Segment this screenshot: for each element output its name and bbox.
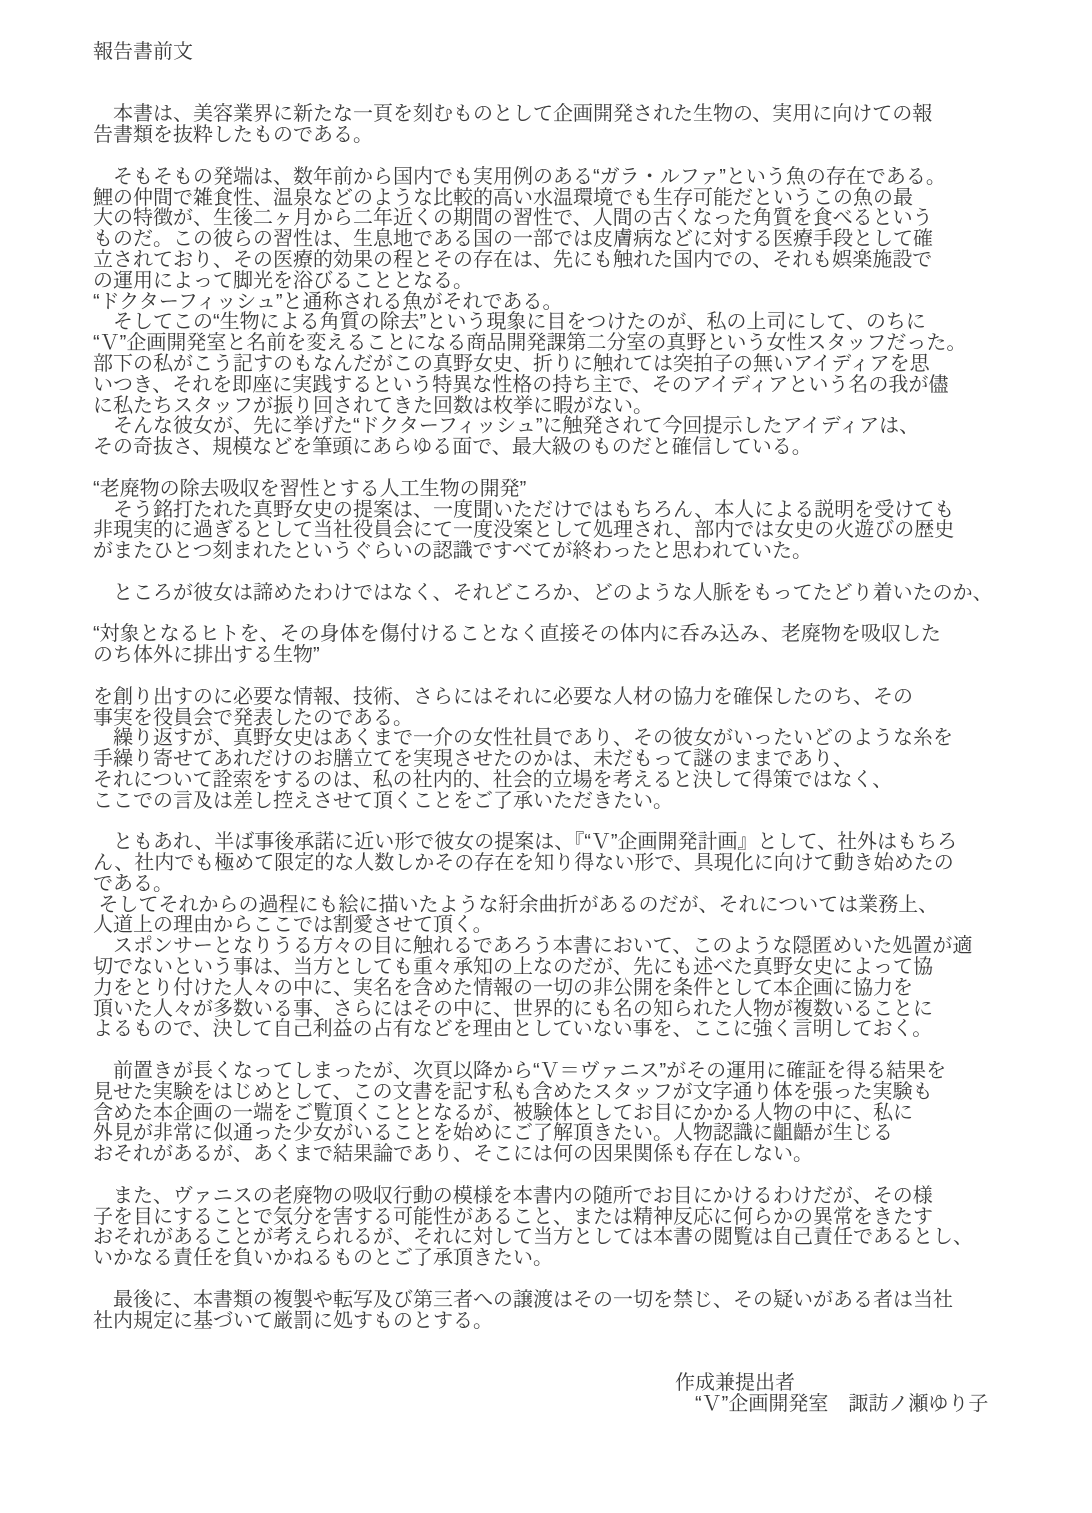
text-line: “ドクターフィッシュ”と通称される魚がそれである。 bbox=[93, 290, 563, 313]
text-line: いつき、それを即座に実践するという特異な性格の持ち主で、そのアイディアという名の我が儘 bbox=[93, 373, 949, 396]
text-line: スポンサーとなりうる方々の目に触れるであろう本書において、このような隠匿めいた処置が適 bbox=[93, 935, 973, 958]
text-line: 頂いた人々が多数いる事、さらにはその中に、世界的にも名の知られた人物が複数いることに bbox=[93, 997, 933, 1020]
text-line: そしてこの“生物による角質の除去”という現象に目をつけたのが、私の上司にして、のちに bbox=[93, 311, 926, 334]
text-line bbox=[93, 1165, 1092, 1186]
text-line: 最後に、本書類の複製や転写及び第三者への譲渡はその一切を禁じ、その疑いがある者は当社 bbox=[93, 1288, 953, 1311]
text-line: ところが彼女は諦めたわけではなく、それどころか、どのような人脈をもってたどり着いたのか、 bbox=[93, 581, 993, 604]
text-line bbox=[93, 84, 1092, 105]
text-line: 見せた実験をはじめとして、この文書を記す私も含めたスタッフが文字通り体を張った実験も bbox=[93, 1080, 933, 1103]
text-line bbox=[93, 1352, 1092, 1373]
text-line: 手繰り寄せてあれだけのお膳立てを実現させたのかは、未だもって謎のままであり、 bbox=[93, 748, 853, 771]
text-line: それについて詮索をするのは、私の社内的、社会的立場を考えると決して得策ではなく、 bbox=[93, 768, 893, 791]
text-line: おそれがあるが、あくまで結果論であり、そこには何の因果関係も存在しない。 bbox=[93, 1143, 813, 1166]
text-line: 力をとり付けた人々の中に、実名を含めた情報の一切の非公開を条件として本企画に協力を bbox=[93, 976, 913, 999]
text-line: がまたひとつ刻まれたというぐらいの認識ですべてが終わったと思われていた。 bbox=[93, 540, 812, 563]
text-line: 告書類を抜粋したものである。 bbox=[93, 124, 373, 147]
text-line: そもそもの発端は、数年前から国内でも実用例のある“ガラ・ルファ”という魚の存在である。 bbox=[93, 165, 946, 188]
text-line: である。 bbox=[93, 872, 173, 895]
page-title: 報告書前文 bbox=[93, 41, 193, 63]
text-line: 事実を役員会で発表したのである。 bbox=[93, 706, 413, 729]
document-body bbox=[93, 63, 1092, 1373]
text-line: に私たちスタッフが振り回されてきた回数は枚挙に暇がない。 bbox=[93, 394, 653, 417]
text-line: 鯉の仲間で雑食性、温泉などのような比較的高い水温環境でも生存可能だというこの魚の最 bbox=[93, 186, 913, 209]
text-line: “対象となるヒトを、その身体を傷付けることなく直接その体内に呑み込み、老廃物を吸収した bbox=[93, 623, 941, 646]
text-line bbox=[93, 1040, 1092, 1061]
text-line: ここでの言及は差し控えさせて頂くことをご了承いただきたい。 bbox=[93, 789, 673, 812]
text-line: 外見が非常に似通った少女がいることを始めにご了解頂きたい。人物認識に齟齬が生じる bbox=[93, 1122, 893, 1145]
signature-block bbox=[675, 1373, 1092, 1415]
text-line bbox=[93, 63, 1092, 84]
text-line: 含めた本企画の一端をご覧頂くこととなるが、被験体としてお目にかかる人物の中に、私に bbox=[93, 1101, 913, 1124]
text-line bbox=[93, 604, 1092, 625]
text-line: ん、社内でも極めて限定的な人数しかその存在を知り得ない形で、具現化に向けて動き始めたの bbox=[93, 852, 954, 875]
text-line: その奇抜さ、規模などを筆頭にあらゆる面で、最大級のものだと確信している。 bbox=[93, 436, 812, 459]
text-line bbox=[93, 666, 1092, 687]
text-line bbox=[93, 1331, 1092, 1352]
signature-role-line: 作成兼提出者 bbox=[675, 1372, 795, 1394]
text-line bbox=[93, 1269, 1092, 1290]
text-line bbox=[93, 458, 1092, 479]
text-line bbox=[93, 146, 1092, 167]
signature-name-line: “Ｖ”企画開発室 諏訪ノ瀬ゆり子 bbox=[675, 1392, 989, 1415]
text-line: のち体外に排出する生物” bbox=[93, 644, 320, 667]
text-line: 立されており、その医療的効果の程とその存在は、先にも触れた国内での、それも娯楽施設で bbox=[93, 248, 933, 271]
text-line: 非現実的に過ぎるとして当社役員会にて一度没案として処理され、部内では女史の火遊びの歴史 bbox=[93, 519, 955, 542]
text-line: 部下の私がこう記すのもなんだがこの真野女史、折りに触れては突拍子の無いアイディアを思 bbox=[93, 352, 930, 375]
text-line: ともあれ、半ば事後承諾に近い形で彼女の提案は、『“Ｖ”企画開発計画』として、社外はもちろ bbox=[93, 831, 958, 854]
text-line: 切でないという事は、当方としても重々承知の上なのだが、先にも述べた真野女史によって協 bbox=[93, 956, 933, 979]
text-line: よるもので、決して自己利益の占有などを理由としていない事を、ここに強く言明しておく。 bbox=[93, 1018, 933, 1041]
text-line: また、ヴァニスの老廃物の吸収行動の模様を本書内の随所でお目にかけるわけだが、その様 bbox=[93, 1184, 933, 1207]
text-line: ものだ。この彼らの習性は、生息地である国の一部では皮膚病などに対する医療手段として確 bbox=[93, 228, 933, 251]
text-line: そう銘打たれた真野女史の提案は、一度聞いただけではもちろん、本人による説明を受けても bbox=[93, 498, 955, 521]
text-line: そしてそれからの過程にも絵に描いたような紆余曲折があるのだが、それについては業務上、 bbox=[93, 893, 939, 916]
text-line: 大の特徴が、生後二ヶ月から二年近くの期間の習性で、人間の古くなった角質を食べるという bbox=[93, 207, 933, 230]
text-line: 社内規定に基づいて厳罰に処すものとする。 bbox=[93, 1309, 493, 1332]
text-line bbox=[93, 562, 1092, 583]
text-line: 本書は、美容業界に新たな一頁を刻むものとして企画開発された生物の、実用に向けての報 bbox=[93, 103, 933, 126]
text-line: いかなる責任を負いかねるものとご了承頂きたい。 bbox=[93, 1247, 553, 1270]
text-line: 子を目にすることで気分を害する可能性があること、または精神反応に何らかの異常をきたす bbox=[93, 1205, 933, 1228]
text-line bbox=[93, 811, 1092, 832]
text-line: “老廃物の除去吸収を習性とする人工生物の開発” bbox=[93, 477, 527, 500]
text-line: おそれがあることが考えられるが、それに対して当方としては本書の閲覧は自己責任であるとし、 bbox=[93, 1226, 973, 1249]
text-line: 繰り返すが、真野女史はあくまで一介の女性社員であり、その彼女がいったいどのような糸を bbox=[93, 727, 953, 750]
text-line: 前置きが長くなってしまったが、次頁以降から“Ｖ＝ヴァニス”がその運用に確証を得る結果を bbox=[93, 1060, 947, 1083]
text-line: 人道上の理由からここでは割愛させて頂く。 bbox=[93, 914, 493, 937]
text-line: を創り出すのに必要な情報、技術、さらにはそれに必要な人材の協力を確保したのち、その bbox=[93, 685, 913, 708]
text-line: そんな彼女が、先に挙げた“ドクターフィッシュ”に触発されて今回提示したアイディアは、 bbox=[93, 415, 920, 438]
text-line: の運用によって脚光を浴びることとなる。 bbox=[93, 269, 473, 292]
text-line: “Ｖ”企画開発室と名前を変えることになる商品開発課第二分室の真野という女性スタッフだった。 bbox=[93, 332, 967, 355]
